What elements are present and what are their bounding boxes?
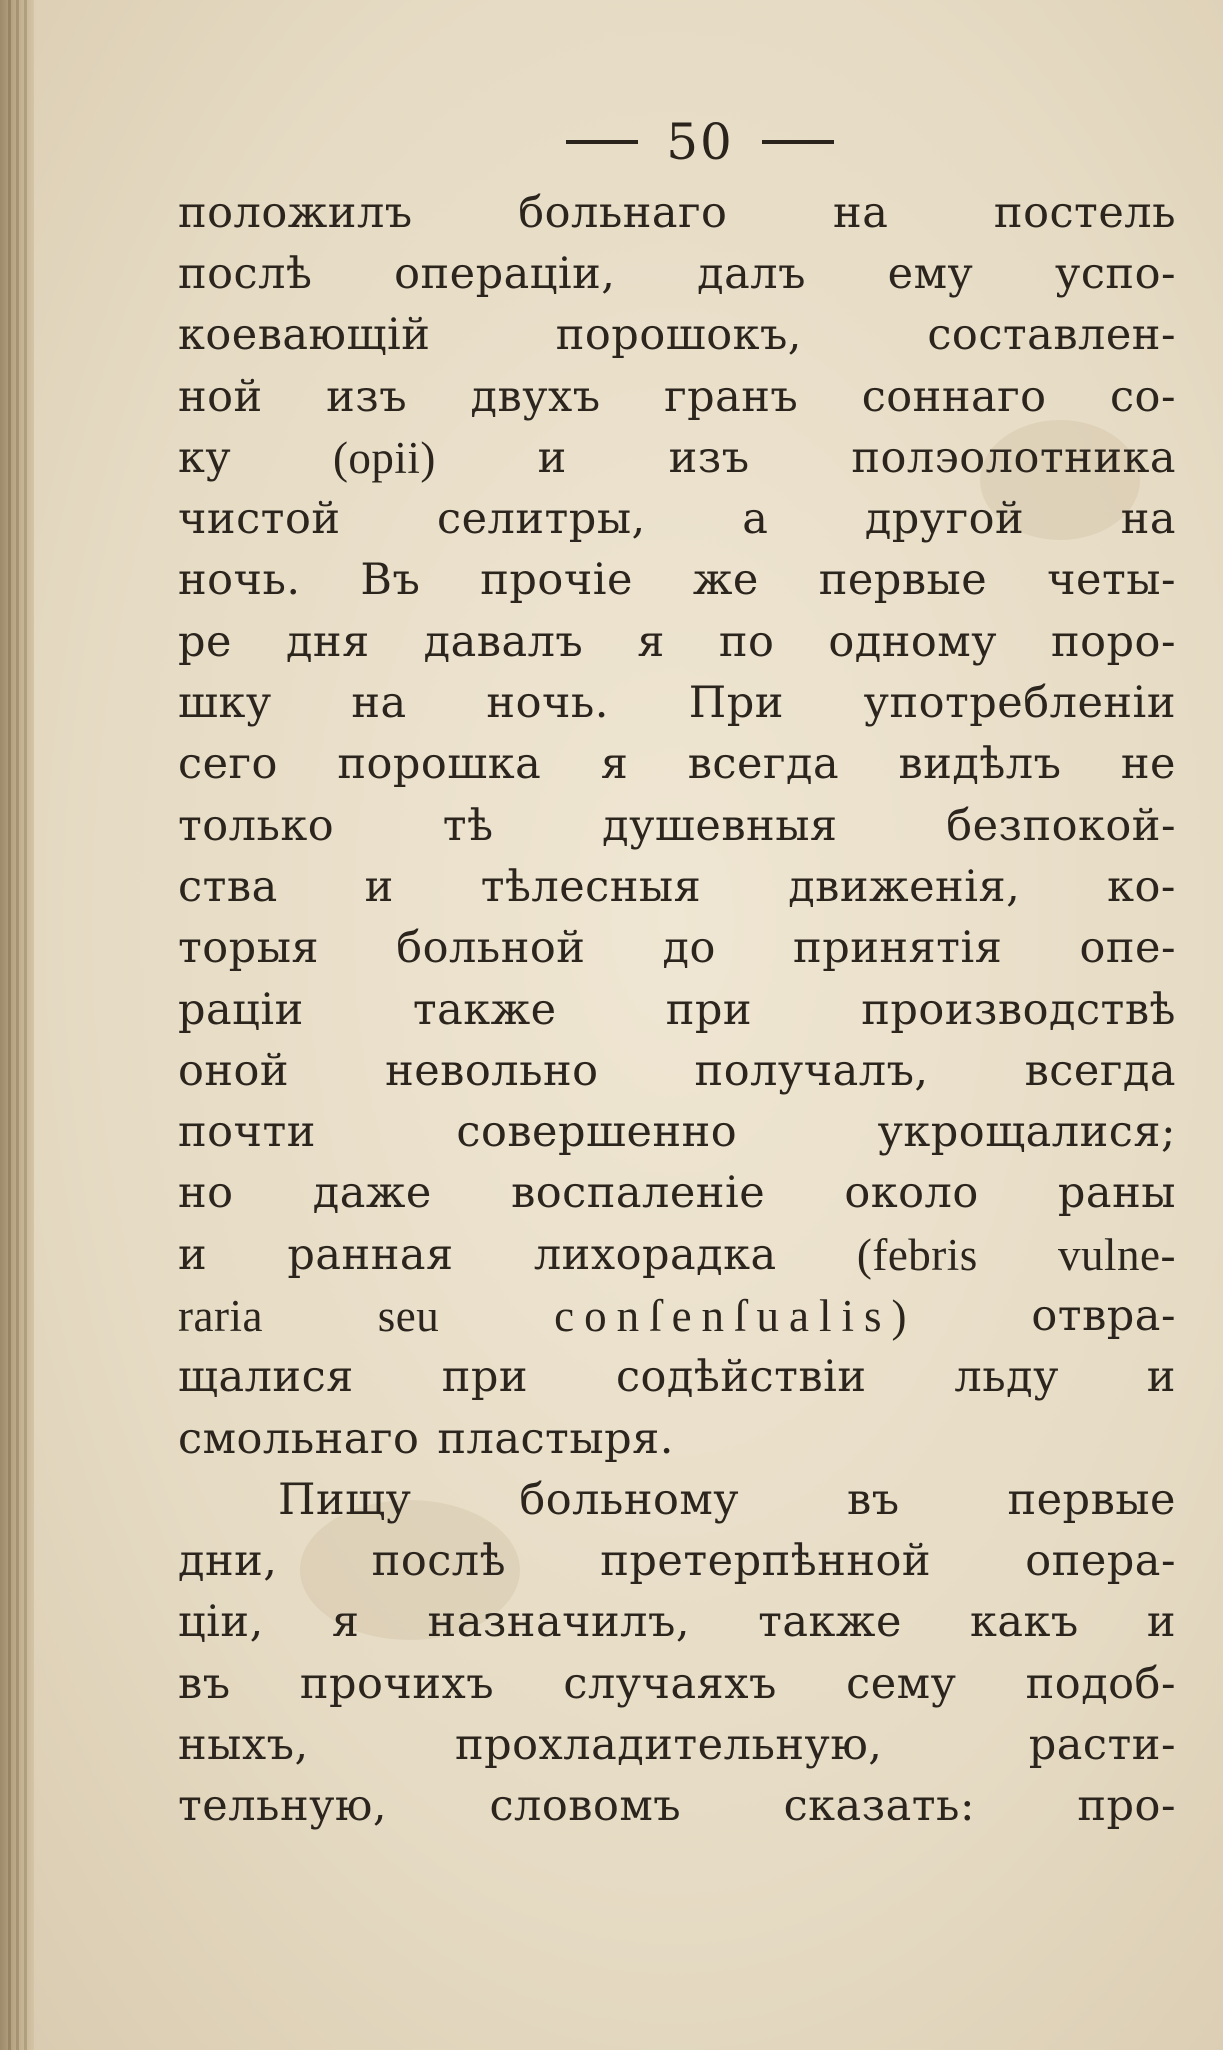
word: ему <box>887 248 974 299</box>
word: Въ <box>360 555 421 606</box>
word: также <box>758 1597 902 1648</box>
word: на <box>833 187 889 238</box>
word: какъ <box>969 1597 1079 1648</box>
word: получалъ, <box>694 1045 929 1096</box>
word: до <box>662 923 716 974</box>
word: ціи, <box>178 1597 264 1648</box>
text-line <box>178 918 1176 979</box>
word: ства <box>178 861 278 912</box>
word: чистой <box>178 494 341 545</box>
word: другой <box>864 494 1025 545</box>
word: порошокъ, <box>555 310 802 361</box>
word: на <box>1120 494 1176 545</box>
word: употребленіи <box>863 678 1176 729</box>
text-line <box>178 1531 1176 1592</box>
word: содѣйствіи <box>615 1352 867 1403</box>
word: пластыря. <box>437 1413 674 1464</box>
word: въ <box>178 1658 231 1709</box>
word: совершенно <box>456 1107 738 1158</box>
word: также <box>412 984 557 1035</box>
word: всегда <box>687 739 840 790</box>
word: даже <box>312 1168 432 1219</box>
word: соннаго <box>861 371 1047 422</box>
text-line <box>178 305 1176 366</box>
word: почти <box>178 1107 316 1158</box>
word: дня <box>285 616 370 667</box>
word: изъ <box>668 432 750 483</box>
word: гранъ <box>664 371 799 422</box>
header-dash-right <box>762 140 834 144</box>
text-line <box>178 672 1176 733</box>
word: (febris <box>856 1229 978 1280</box>
word: (opii) <box>332 432 436 483</box>
word: давалъ <box>423 616 584 667</box>
word: претерпѣнной <box>600 1536 932 1587</box>
word: первые <box>1007 1474 1176 1525</box>
word: раны <box>1057 1168 1176 1219</box>
word: больному <box>519 1474 740 1525</box>
word: а <box>742 494 769 545</box>
text-line <box>178 1285 1176 1346</box>
word: тѣлесныя <box>480 861 702 912</box>
text-line <box>178 488 1176 549</box>
word: льду <box>954 1352 1059 1403</box>
word: прохладительную, <box>454 1720 883 1771</box>
word: послѣ <box>371 1536 507 1587</box>
word: торыя <box>178 923 320 974</box>
text-line <box>178 1592 1176 1653</box>
body-text <box>178 182 1176 1837</box>
word: раціи <box>178 984 304 1035</box>
word: не <box>1120 739 1176 790</box>
text-line <box>178 1469 1176 1530</box>
word: при <box>441 1352 529 1403</box>
word: лихорадка <box>533 1229 777 1280</box>
word: я <box>600 739 629 790</box>
word: про- <box>1077 1781 1176 1832</box>
page-header <box>535 112 865 172</box>
word: словомъ <box>489 1781 682 1832</box>
text-line <box>178 427 1176 488</box>
word: При <box>688 678 784 729</box>
page-number: 50 <box>666 113 734 171</box>
word: смольнаго <box>178 1413 420 1464</box>
text-line <box>178 611 1176 672</box>
word: тельную, <box>178 1781 388 1832</box>
word: постель <box>993 187 1176 238</box>
word: селитры, <box>437 494 646 545</box>
word: подоб- <box>1025 1658 1176 1709</box>
word: и <box>537 432 567 483</box>
text-line <box>178 366 1176 427</box>
word: прочихъ <box>299 1658 495 1709</box>
word: я <box>331 1597 360 1648</box>
word: движенія, <box>788 861 1021 912</box>
word: поро- <box>1050 616 1176 667</box>
text-line <box>178 795 1176 856</box>
header-dash-left <box>566 140 638 144</box>
text-line <box>178 1408 1176 1469</box>
word: больнаго <box>518 187 728 238</box>
word: изъ <box>326 371 408 422</box>
word: ныхъ, <box>178 1720 309 1771</box>
word: воспаленіе <box>511 1168 766 1219</box>
word: со- <box>1109 371 1176 422</box>
word: душевныя <box>602 800 838 851</box>
word: успо- <box>1055 248 1176 299</box>
word: далъ <box>697 248 806 299</box>
word: принятія <box>793 923 1003 974</box>
word: коевающій <box>178 310 431 361</box>
word: въ <box>847 1474 900 1525</box>
word: послѣ <box>178 248 313 299</box>
word: назначилъ, <box>427 1597 691 1648</box>
text-line <box>178 734 1176 795</box>
word: сему <box>846 1658 957 1709</box>
word: операціи, <box>394 248 616 299</box>
text-line <box>178 1101 1176 1162</box>
word: тѣ <box>442 800 494 851</box>
text-line <box>178 1347 1176 1408</box>
text-line <box>178 1163 1176 1224</box>
word: полэолотника <box>851 432 1176 483</box>
word: ку <box>178 432 232 483</box>
word: и <box>1146 1597 1176 1648</box>
text-line <box>178 1040 1176 1101</box>
word: Пищу <box>278 1474 412 1525</box>
word: оной <box>178 1045 290 1096</box>
word: на <box>351 678 407 729</box>
word: положилъ <box>178 187 413 238</box>
text-line <box>178 182 1176 243</box>
text-line <box>178 1776 1176 1837</box>
word: ре <box>178 616 232 667</box>
word: но <box>178 1168 234 1219</box>
word: расти- <box>1028 1720 1176 1771</box>
word: сего <box>178 739 278 790</box>
word: по <box>718 616 775 667</box>
word: невольно <box>385 1045 599 1096</box>
word: ночь. <box>178 555 301 606</box>
word: одному <box>828 616 998 667</box>
word: ко- <box>1107 861 1176 912</box>
word: сказать: <box>783 1781 975 1832</box>
word: шку <box>178 678 272 729</box>
text-line <box>178 856 1176 917</box>
word: только <box>178 800 335 851</box>
word: seu <box>377 1290 440 1341</box>
word: безпокой- <box>946 800 1176 851</box>
word: производствѣ <box>861 984 1176 1035</box>
text-line <box>178 979 1176 1040</box>
word: четы- <box>1047 555 1176 606</box>
word: ной <box>178 371 263 422</box>
word: укрощалися; <box>877 1107 1176 1158</box>
word: дни, <box>178 1536 278 1587</box>
word: больной <box>396 923 586 974</box>
word: raria <box>178 1290 263 1341</box>
word: conſenſualis) <box>554 1290 917 1341</box>
word: составлен- <box>927 310 1176 361</box>
word: vulne- <box>1058 1229 1176 1280</box>
word: всегда <box>1024 1045 1176 1096</box>
word: первые <box>818 555 988 606</box>
text-line <box>178 1714 1176 1775</box>
word: я <box>637 616 665 667</box>
book-spine <box>0 0 34 2050</box>
word: прочіе <box>480 555 633 606</box>
word: двухъ <box>470 371 601 422</box>
word: ночь. <box>486 678 609 729</box>
word: щалися <box>178 1352 354 1403</box>
word: и <box>364 861 394 912</box>
word: видѣлъ <box>898 739 1062 790</box>
text-line <box>178 550 1176 611</box>
word: случаяхъ <box>563 1658 777 1709</box>
word: и <box>178 1229 208 1280</box>
spine-edge-line <box>24 0 27 2050</box>
word: же <box>692 555 759 606</box>
spine-edge-line <box>16 0 19 2050</box>
word: опе- <box>1079 923 1176 974</box>
text-line <box>178 243 1176 304</box>
spine-edge-line <box>8 0 11 2050</box>
word: около <box>844 1168 979 1219</box>
word: порошка <box>337 739 542 790</box>
word: ранная <box>287 1229 454 1280</box>
word: опера- <box>1025 1536 1176 1587</box>
text-line <box>178 1224 1176 1285</box>
word: при <box>665 984 753 1035</box>
word: и <box>1146 1352 1176 1403</box>
word: отвра- <box>1031 1290 1176 1341</box>
text-line <box>178 1653 1176 1714</box>
